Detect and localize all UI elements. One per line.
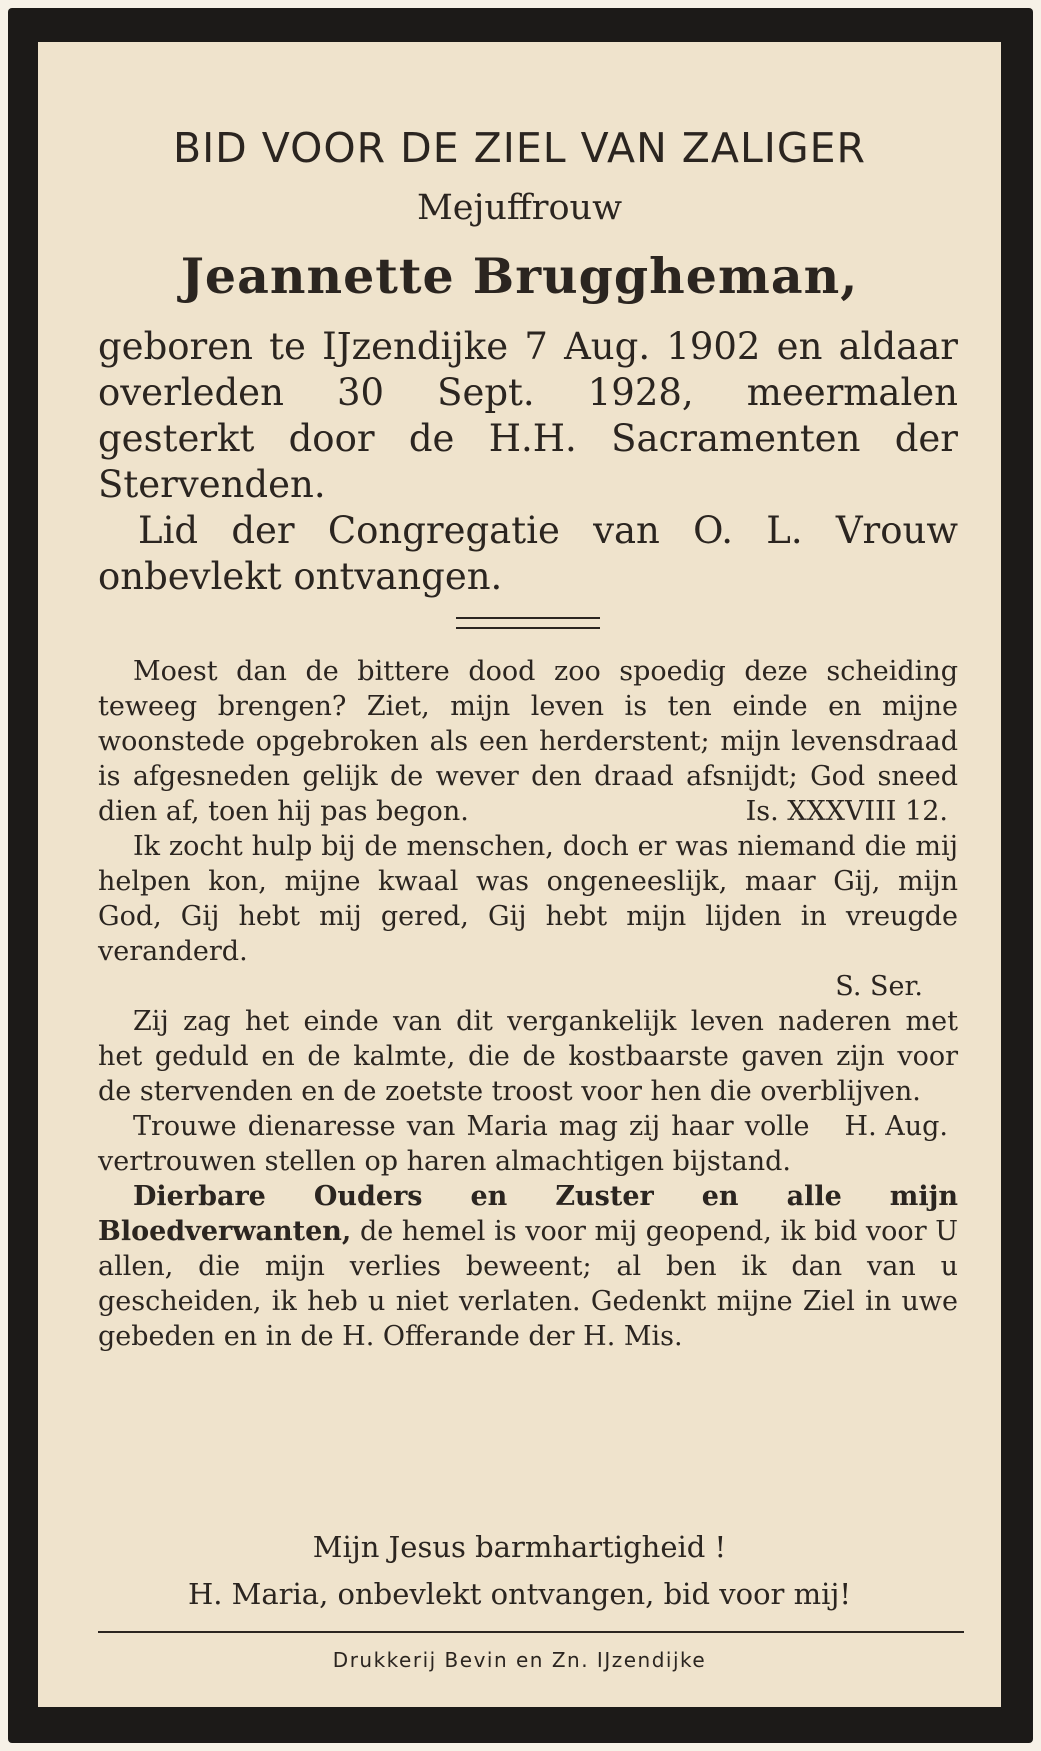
deceased-name: Jeannette Bruggheman, xyxy=(180,247,859,305)
paragraph-3-text: Zij zag het einde van dit vergankelijk leven naderen met het geduld en de kalmte, die de kostbaarste gaven zijn voor de stervenden en de zoetste troost voor hen die overblijven. xyxy=(98,1006,958,1107)
paragraph-3 xyxy=(98,1004,958,1142)
congregation-text: Lid der Congregatie van O. L. Vrouw onbevlekt ontvangen. xyxy=(98,509,958,598)
birth-death-text: geboren te IJzendijke 7 Aug. 1902 en aldaar overleden 30 Sept. 1928, meermalen gesterkt door de H.H. Sacramenten der Stervenden. xyxy=(98,325,958,506)
devotional-text xyxy=(98,654,958,1354)
paragraph-5 xyxy=(98,1179,958,1354)
card-paper xyxy=(38,42,1001,1707)
paragraph-1 xyxy=(98,654,958,829)
printer-credit: Drukkerij Bevin en Zn. IJzendijke xyxy=(332,1648,707,1672)
paragraph-2 xyxy=(98,829,958,969)
paragraph-4: Trouwe dienaresse van Maria mag zij haar volle vertrouwen stellen op haren almachtigen bijstand. xyxy=(98,1111,810,1177)
paragraph-2-text: Ik zocht hulp bij de menschen, doch er was niemand die mij helpen kon, mijne kwaal was ongeneeslijk, maar Gij, mijn God, Gij hebt mij gered, Gij hebt mijn lijden in vreugde veranderd. xyxy=(98,831,958,967)
footer-rule xyxy=(98,1631,964,1633)
biography xyxy=(98,324,958,600)
prayer-2: H. Maria, onbevlekt ontvangen, bid voor mij! xyxy=(187,1577,852,1611)
paragraph-1-text: Moest dan de bittere dood zoo spoedig deze scheiding teweeg brengen? Ziet, mijn leven is ten einde en mijne woonstede opgebroken als een herderstent; mijn levensdraad is afgesneden gelijk de wever den draad afsnijdt; God sneed dien af, toen hij pas begon. xyxy=(98,656,958,827)
citation-ser: S. Ser. xyxy=(835,971,923,1002)
prayer-1: Mijn Jesus barmhartigheid ! xyxy=(312,1530,727,1564)
honorific: Mejuffrouw xyxy=(416,188,623,228)
paragraph-5-text: de hemel is voor mij geopend, ik bid voor U allen, die mijn verlies beweent; al ben ik dan van u gescheiden, ik heb u niet verlaten. Gedenkt mijne Ziel in uwe gebeden en in de H. Offerande der H. Mis. xyxy=(98,1216,958,1352)
citation-isaiah: Is. XXXVIII 12. xyxy=(745,796,948,827)
paragraph-5-bold: Dierbare Ouders en Zuster en alle mijn Bloedverwanten, xyxy=(98,1181,958,1247)
card-heading: BID VOOR DE ZIEL VAN ZALIGER xyxy=(172,124,867,172)
citation-aug: H. Aug. xyxy=(844,1111,948,1142)
double-divider xyxy=(456,617,600,629)
memorial-card xyxy=(8,8,1033,1743)
